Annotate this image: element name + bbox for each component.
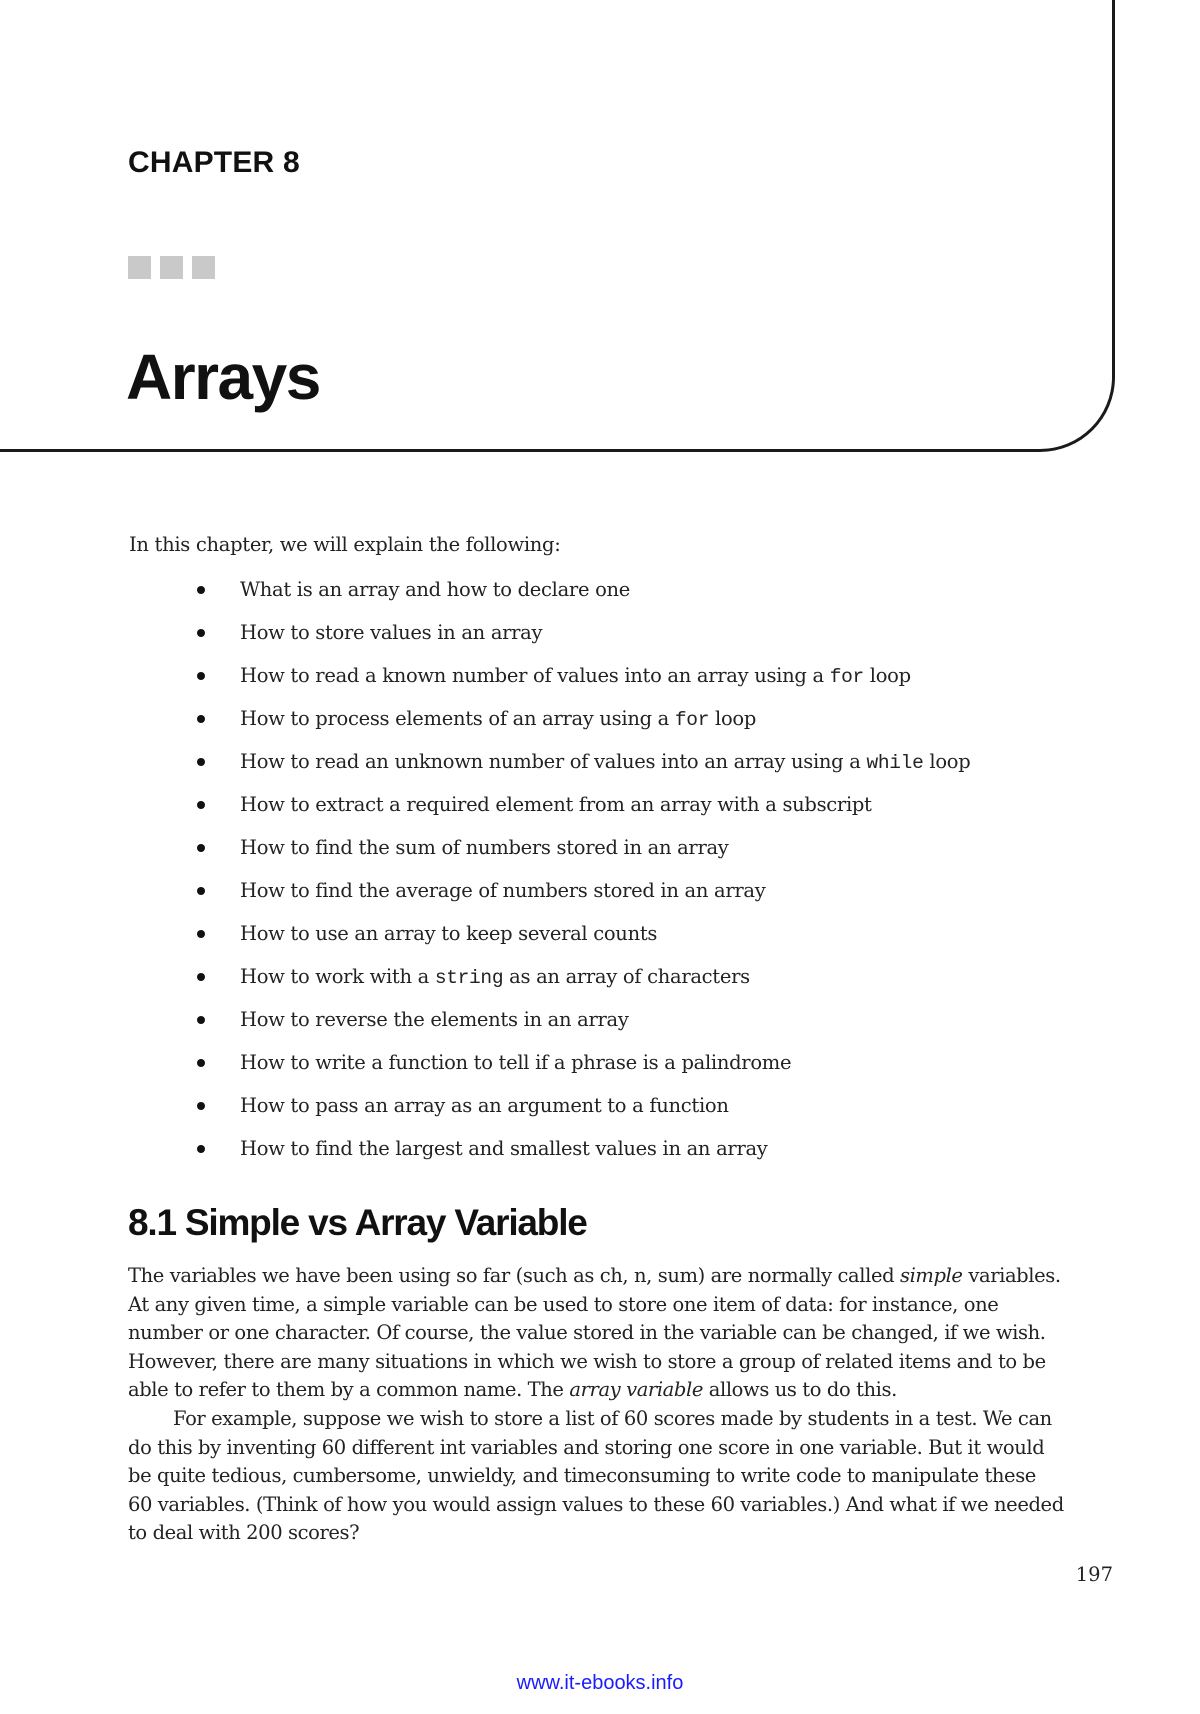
objective-text: How to find the largest and smallest values in an array (240, 1137, 768, 1160)
footer-link[interactable]: www.it-ebooks.info (516, 1672, 684, 1694)
objective-item (0, 869, 1200, 912)
objective-text: How to read an unknown number of values into an array using a (240, 750, 867, 773)
bullet-icon (197, 1059, 205, 1067)
code-keyword: string (434, 967, 504, 989)
objective-text: loop (709, 707, 757, 730)
chapter-decoration (128, 256, 215, 279)
paragraph-line: However, there are many situations in which we wish to store a group of related items and to be (128, 1349, 1046, 1373)
objective-item (0, 1127, 1200, 1170)
objective-text: loop (923, 750, 971, 773)
bullet-icon (197, 758, 205, 766)
bullet-icon (197, 586, 205, 594)
objective-item (0, 611, 1200, 654)
objective-item (0, 1084, 1200, 1127)
objective-text: What is an array and how to declare one (240, 578, 631, 601)
objective-text: How to pass an array as an argument to a function (240, 1094, 729, 1117)
paragraph-line: be quite tedious, cumbersome, unwieldy, and timeconsuming to write code to manipulate these (128, 1464, 1036, 1488)
bullet-icon (197, 887, 205, 895)
intro-text: In this chapter, we will explain the following: (129, 533, 561, 556)
objective-text: as an array of characters (503, 965, 750, 988)
objective-item (0, 998, 1200, 1041)
bullet-icon (197, 930, 205, 938)
paragraph (128, 1405, 1113, 1548)
paragraph (128, 1262, 1113, 1405)
bullet-icon (197, 629, 205, 637)
paragraph-line (128, 1376, 1113, 1405)
paragraph-line: to deal with 200 scores? (128, 1521, 360, 1545)
text-run: The variables we have been using so far (such as ch, n, sum) are normally called (128, 1264, 900, 1287)
objective-text: How to read a known number of values into an array using a (240, 664, 830, 687)
objective-item (0, 955, 1200, 998)
objective-item (0, 912, 1200, 955)
bullet-icon (197, 973, 205, 981)
decoration-square (160, 256, 183, 279)
decoration-square (128, 256, 151, 279)
bullet-icon (197, 672, 205, 680)
chapter-title: Arrays (126, 341, 320, 413)
objective-text: How to store values in an array (240, 621, 543, 644)
emphasis: simple (899, 1264, 963, 1287)
emphasis: array variable (569, 1378, 703, 1402)
objective-text: How to find the average of numbers stored in an array (240, 879, 766, 902)
objective-text: loop (863, 664, 911, 687)
objective-item (0, 740, 1200, 783)
text-run: allows us to do this. (702, 1378, 897, 1402)
objective-item (0, 783, 1200, 826)
paragraph-line: do this by inventing 60 different int variables and storing one score in one variable. But it would (128, 1435, 1045, 1459)
page-number: 197 (1075, 1563, 1113, 1586)
code-keyword: while (866, 752, 924, 774)
decoration-square (192, 256, 215, 279)
bullet-icon (197, 844, 205, 852)
objectives-list (0, 568, 1200, 1170)
objective-text: How to process elements of an array using a (240, 707, 675, 730)
paragraph-line: At any given time, a simple variable can be used to store one item of data: for instance, one (128, 1292, 999, 1316)
bullet-icon (197, 801, 205, 809)
code-keyword: for (829, 666, 864, 688)
paragraph-line: 60 variables. (Think of how you would assign values to these 60 variables.) And what if we needed (128, 1492, 1064, 1516)
objective-text: How to find the sum of numbers stored in an array (240, 836, 729, 859)
bullet-icon (197, 1016, 205, 1024)
code-keyword: for (674, 709, 710, 731)
objective-text: How to use an array to keep several counts (240, 922, 658, 945)
bullet-icon (197, 715, 205, 723)
objective-text: How to write a function to tell if a phrase is a palindrome (240, 1051, 792, 1074)
bullet-icon (197, 1102, 205, 1110)
paragraph-line (128, 1262, 1113, 1291)
objective-item (0, 826, 1200, 869)
objective-text: How to extract a required element from an array with a subscript (240, 793, 872, 816)
objective-item (0, 654, 1200, 697)
objective-item (0, 697, 1200, 740)
bullet-icon (197, 1145, 205, 1153)
objective-text: How to work with a (240, 965, 435, 988)
objective-item (0, 1041, 1200, 1084)
objective-text: How to reverse the elements in an array (240, 1008, 629, 1031)
section-heading: 8.1 Simple vs Array Variable (128, 1202, 587, 1243)
text-run: variables. (962, 1264, 1061, 1287)
paragraph-line: number or one character. Of course, the value stored in the variable can be changed, if we wish. (128, 1321, 1046, 1345)
text-run: able to refer to them by a common name. The (128, 1378, 570, 1402)
chapter-label: CHAPTER 8 (128, 146, 300, 179)
objective-item (0, 568, 1200, 611)
paragraph-line: For example, suppose we wish to store a list of 60 scores made by students in a test. We can (173, 1407, 1052, 1430)
